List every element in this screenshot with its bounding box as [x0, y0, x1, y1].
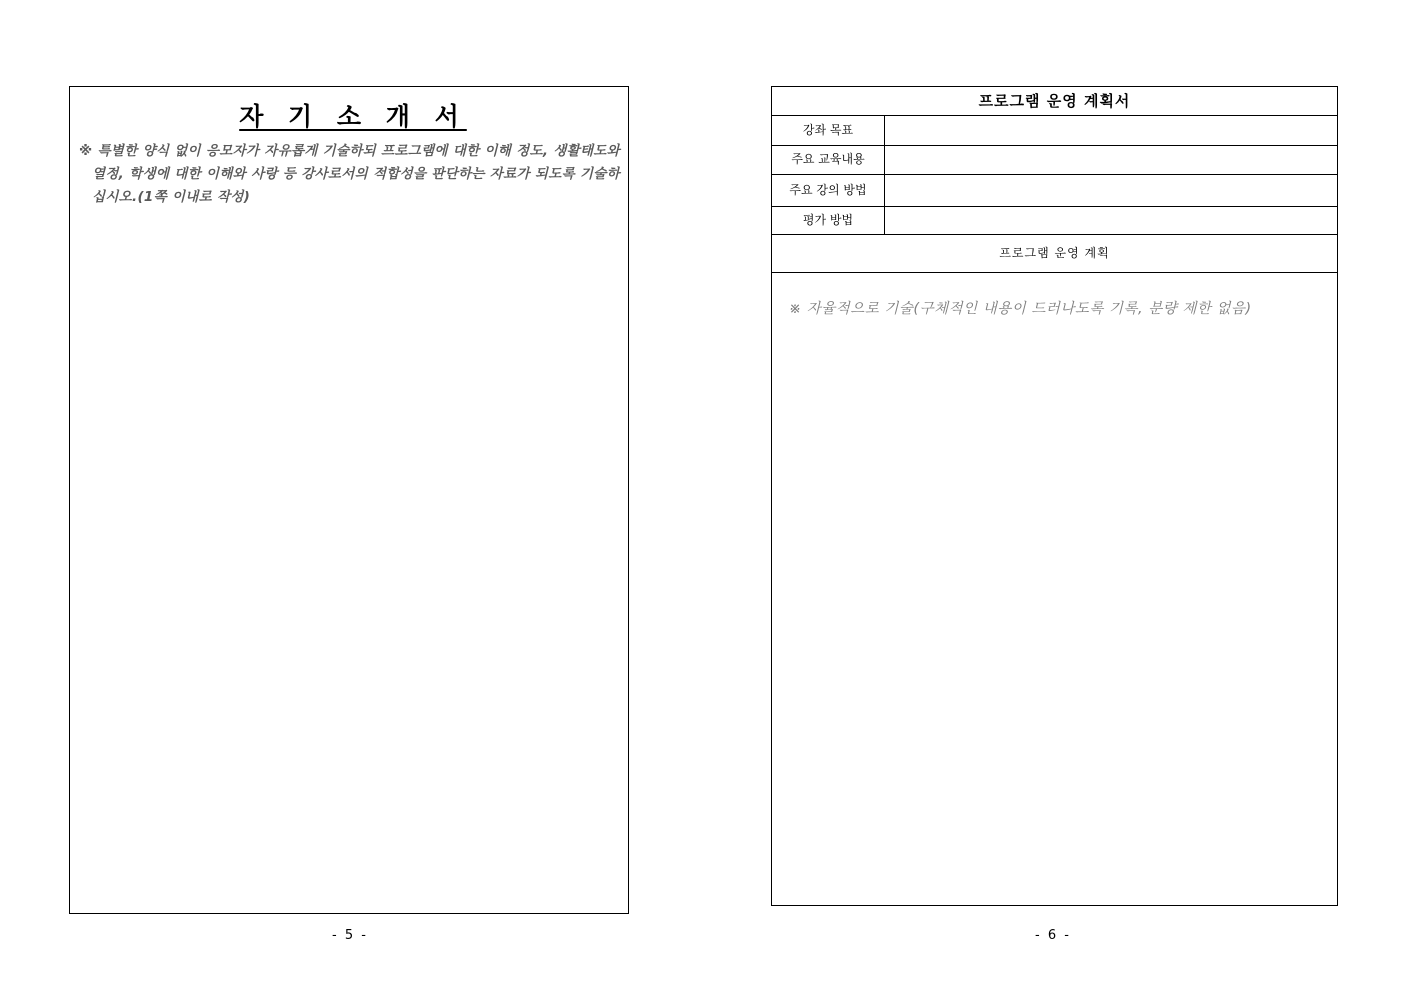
main-content-field[interactable]	[885, 145, 1337, 174]
program-plan-title: 프로그램 운영 계획서	[772, 87, 1337, 116]
program-plan-note: ※ 자율적으로 기술(구체적인 내용이 드러나도록 기록, 분량 제한 없음)	[789, 301, 1252, 317]
self-introduction-instruction: ※ 특별한 양식 없이 응모자가 자유롭게 기술하되 프로그램에 대한 이해 정도, 생활태도와 열정, 학생에 대한 이해와 사랑 등 강사로서의 적합성을 판단하는 자료가 되도록 기술하십시오.(1쪽 이내로 작성)	[79, 143, 620, 205]
course-goal-field[interactable]	[885, 116, 1337, 145]
program-plan-box	[771, 86, 1338, 906]
field-label: 주요 강의 방법	[772, 175, 885, 206]
field-row-course-goal	[772, 116, 1337, 146]
field-row-evaluation-method	[772, 207, 1337, 235]
self-introduction-box	[69, 86, 629, 914]
field-row-teaching-method	[772, 175, 1337, 207]
self-introduction-title-wrap	[70, 97, 628, 133]
self-introduction-title: 자 기 소 개 서	[239, 102, 467, 131]
field-label: 평가 방법	[772, 207, 885, 234]
evaluation-method-field[interactable]	[885, 207, 1337, 234]
field-label: 주요 교육내용	[772, 145, 885, 174]
field-row-main-content	[772, 145, 1337, 175]
program-plan-section-title: 프로그램 운영 계획	[772, 234, 1337, 273]
page-number-left: - 5 -	[332, 928, 368, 943]
field-label: 강좌 목표	[772, 116, 885, 145]
page-number-right: - 6 -	[1035, 928, 1071, 943]
teaching-method-field[interactable]	[885, 175, 1337, 206]
